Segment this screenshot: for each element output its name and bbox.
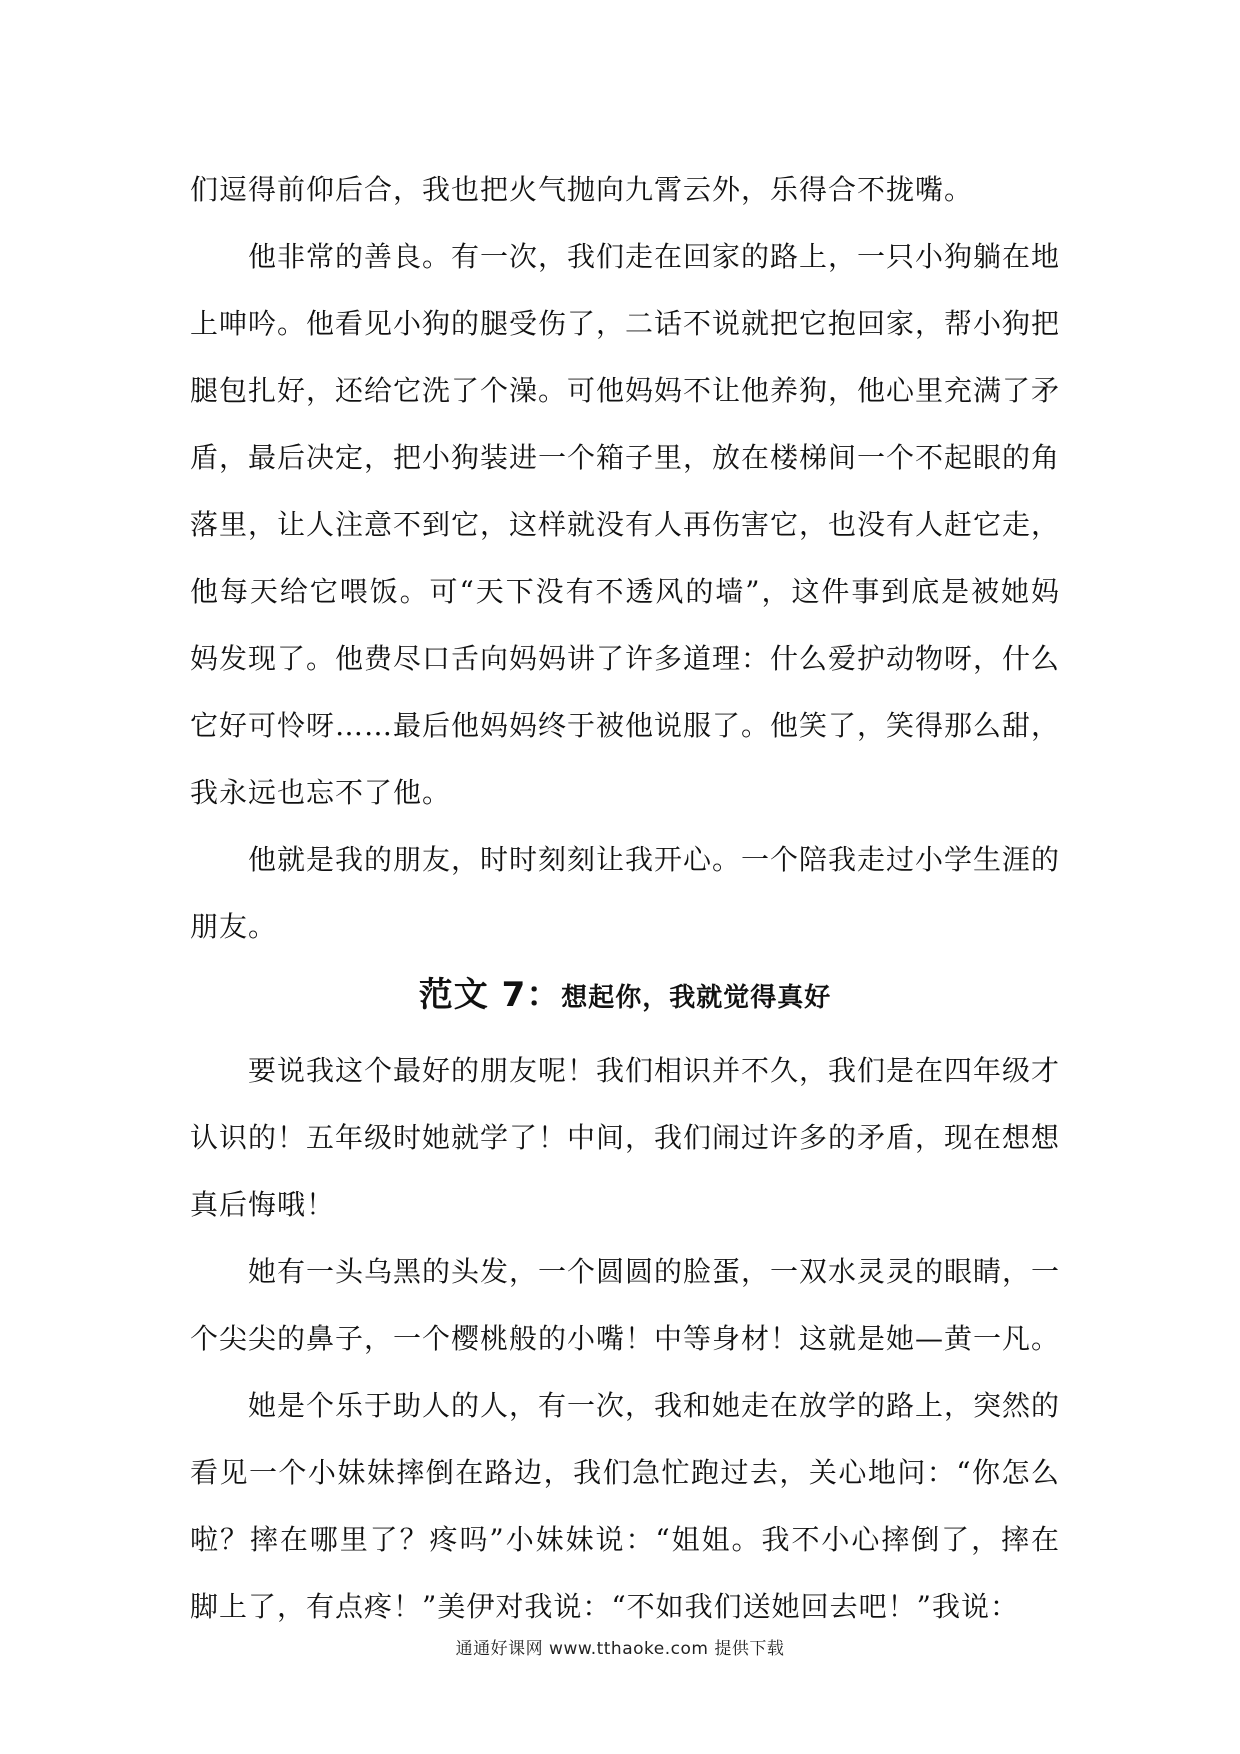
- paragraph-kindness-story: 他非常的善良。有一次，我们走在回家的路上，一只小狗躺在地上呻吟。他看见小狗的腿受伤了，二话不说就把它抱回家，帮小狗把腿包扎好，还给它洗了个澡。可他妈妈不让他养狗，他心里充满了矛盾，最后决定，把小狗装进一个箱子里，放在楼梯间一个不起眼的角落里，让人注意不到它，这样就没有人再伤害它，也没有人赶它走，他每天给它喂饭。可“天下没有不透风的墙”，这件事到底是被她妈妈发现了。他费尽口舌向妈妈讲了许多道理：什么爱护动物呀，什么它好可怜呀……最后他妈妈终于被他说服了。他笑了，笑得那么甜，我永远也忘不了他。: [190, 240, 1061, 809]
- essay-heading: [190, 962, 1060, 1034]
- document-body: [190, 156, 1060, 1640]
- paragraph-conclusion: 他就是我的朋友，时时刻刻让我开心。一个陪我走过小学生涯的朋友。: [190, 843, 1061, 943]
- paragraph-continuation: 们逗得前仰后合，我也把火气抛向九霄云外，乐得合不拢嘴。: [190, 173, 974, 206]
- page-footer: 通通好课网 www.tthaoke.com 提供下载: [455, 1639, 785, 1659]
- paragraph-introduction: 要说我这个最好的朋友呢！我们相识并不久，我们是在四年级才认识的！五年级时她就学了！中间，我们闹过许多的矛盾，现在想想真后悔哦！: [190, 1054, 1061, 1221]
- essay-title: 想起你，我就觉得真好: [561, 983, 832, 1013]
- paragraph-helpful-story: 她是个乐于助人的人，有一次，我和她走在放学的路上，突然的看见一个小妹妹摔倒在路边，我们急忙跑过去，关心地问：“你怎么啦？摔在哪里了？疼吗”小妹妹说：“姐姐。我不小心摔倒了，摔在脚上了，有点疼！”美伊对我说：“不如我们送她回去吧！”我说：: [190, 1389, 1061, 1623]
- essay-number: 范文 7：: [418, 975, 562, 1015]
- paragraph-appearance: 她有一头乌黑的头发，一个圆圆的脸蛋，一双水灵灵的眼睛，一个尖尖的鼻子，一个樱桃般的小嘴！中等身材！这就是她—黄一凡。: [190, 1255, 1061, 1355]
